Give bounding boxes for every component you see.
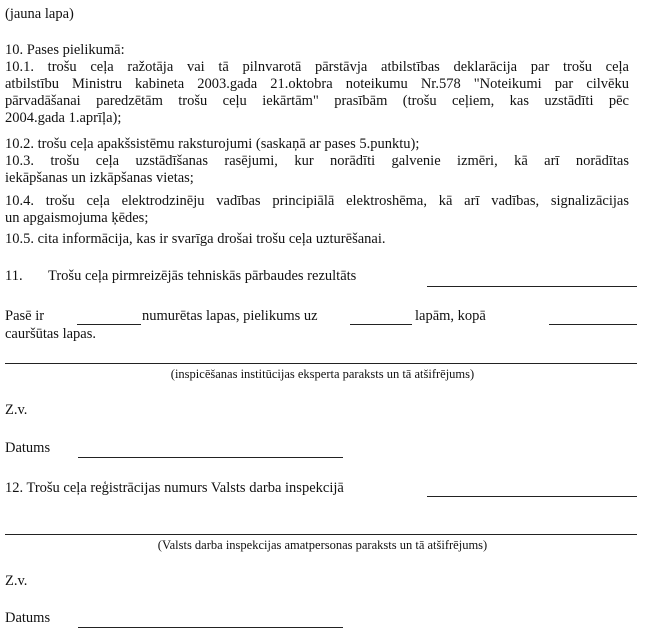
section-11-result-field[interactable]: [427, 286, 637, 287]
new-page-note: (jauna lapa): [5, 6, 74, 22]
item-10-5: 10.5. cita informācija, kas ir svarīga drošai trošu ceļa uzturēšanai.: [5, 231, 386, 247]
expert-signature-caption: (inspicēšanas institūcijas eksperta paraksts un tā atšifrējums): [170, 367, 475, 381]
pase-label-4: cauršūtas lapas.: [5, 326, 96, 342]
item-10-2: 10.2. trošu ceļa apakšsistēmu raksturojumi (saskaņā ar pases 5.punktu);: [5, 136, 420, 152]
registration-number-field[interactable]: [427, 496, 637, 497]
item-10-1-line-3: pārvadāšanai paredzētām trošu ceļu iekārtām" prasībām (trošu ceļiem, kas uzstādīti pēc: [5, 93, 629, 109]
expert-signature-field[interactable]: [5, 363, 637, 364]
section-11-text: Trošu ceļa pirmreizējās tehniskās pārbaudes rezultāts: [48, 268, 357, 284]
item-10-4-line-1: 10.4. trošu ceļa elektrodzinēju vadības principiālā elektroshēma, kā arī vadības, signalizācijas: [5, 193, 629, 209]
item-10-3-line-1: 10.3. trošu ceļa uzstādīšanas rasējumi, kur norādīti galvenie izmēri, kā arī norādītas: [5, 153, 629, 169]
item-10-3-line-2: iekāpšanas un izkāpšanas vietas;: [5, 170, 194, 186]
pase-label-3: lapām, kopā: [415, 308, 486, 324]
item-10-1-line-2: atbilstību Ministru kabineta 2003.gada 21.oktobra noteikumu Nr.578 "Noteikumi par cilvēku: [5, 76, 629, 92]
inspector-signature-caption: (Valsts darba inspekcijas amatpersonas paraksts un tā atšifrējums): [157, 538, 488, 552]
pase-label-1: Pasē ir: [5, 308, 45, 324]
section-10-heading: 10. Pases pielikumā:: [5, 42, 125, 58]
pages-numbered-field[interactable]: [77, 324, 141, 325]
item-10-4-line-2: un apgaismojuma ķēdes;: [5, 210, 149, 226]
pase-label-2: numurētas lapas, pielikums uz: [142, 308, 318, 324]
seal-label-2: Z.v.: [5, 573, 28, 589]
seal-label-1: Z.v.: [5, 402, 28, 418]
date-label-1: Datums: [5, 440, 51, 456]
section-12-text: 12. Trošu ceļa reģistrācijas numurs Valsts darba inspekcijā: [5, 480, 344, 496]
inspector-signature-field[interactable]: [5, 534, 637, 535]
total-pages-field[interactable]: [549, 324, 637, 325]
section-11-number: 11.: [5, 268, 23, 284]
annex-pages-field[interactable]: [350, 324, 412, 325]
date-label-2: Datums: [5, 610, 51, 626]
item-10-1-line-4: 2004.gada 1.aprīļa);: [5, 110, 122, 126]
date-field-2[interactable]: [78, 627, 343, 628]
item-10-1-line-1: 10.1. trošu ceļa ražotāja vai tā pilnvarotā pārstāvja atbilstības deklarācija par trošu ceļa: [5, 59, 629, 75]
date-field-1[interactable]: [78, 457, 343, 458]
